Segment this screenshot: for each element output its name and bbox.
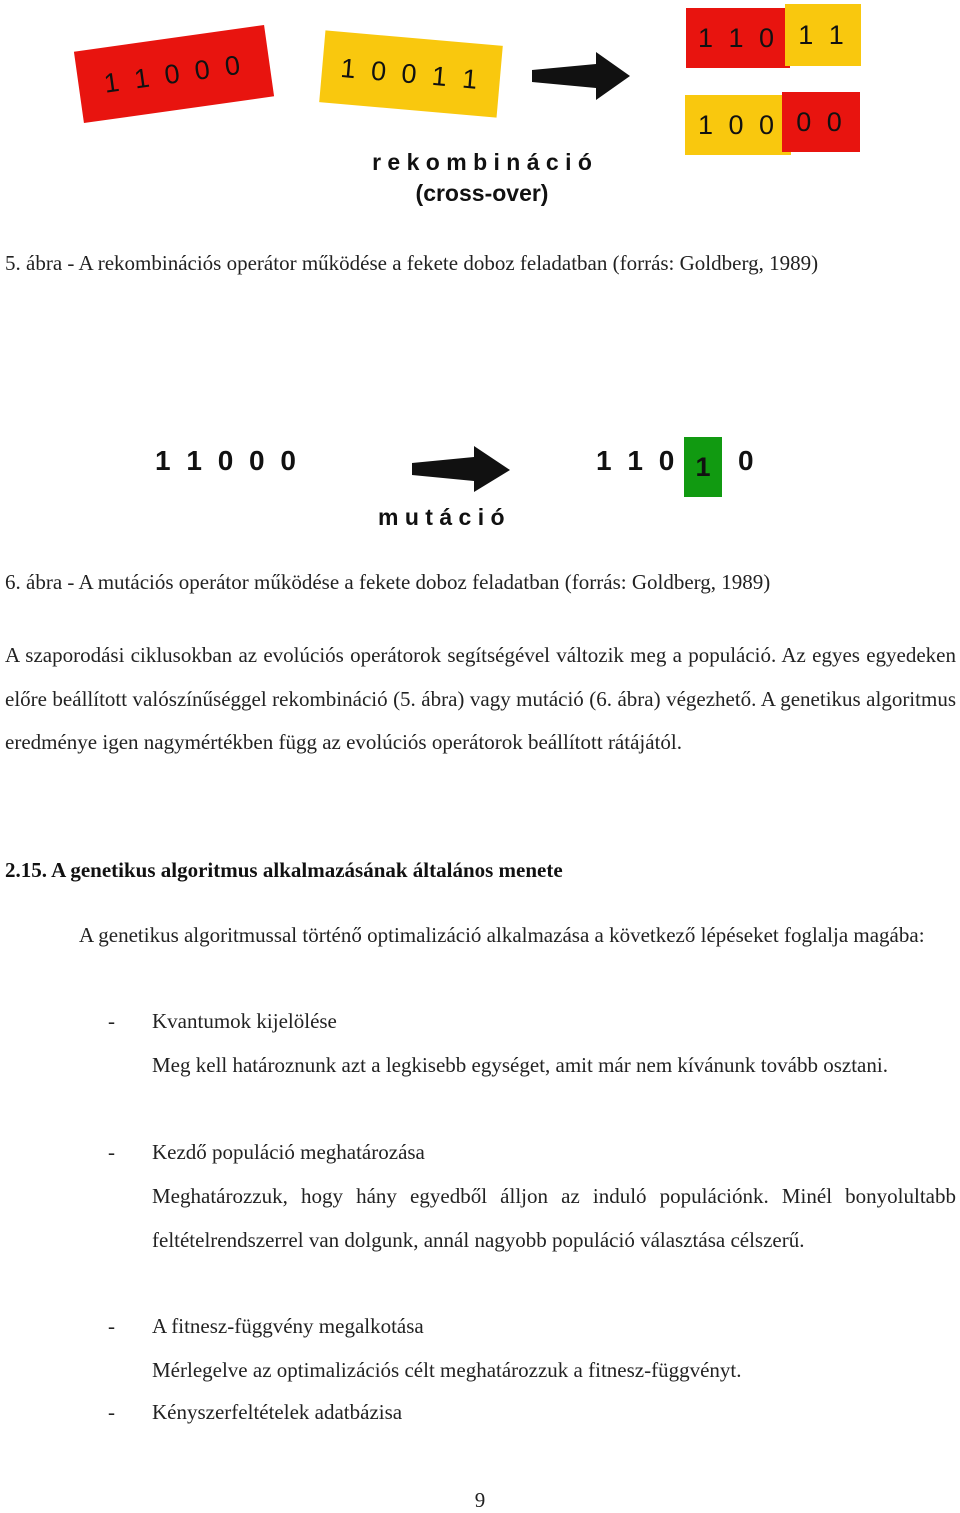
child1-left-segment <box>686 8 790 68</box>
child2-right-bits: 0 0 <box>796 106 846 137</box>
intro-paragraph: A szaporodási ciklusokban az evolúciós operátorok segítségével változik meg a populáció. Az egyes egyedeken előre beállított valószínűséggel rekombináció (5. ábra) vagy mutáció (6. ábra) végezhető. A genetikus algoritmus eredménye igen nagymértékben függ az evolúciós operátorok beállított rátájától. <box>5 643 956 754</box>
step1-desc: Meg kell határoznunk azt a legkisebb egységet, amit már nem kívánunk tovább osztani. <box>152 1053 888 1077</box>
parent2-chromosome <box>319 30 503 117</box>
mutation-arrow-icon <box>412 446 512 494</box>
recombination-label <box>350 147 614 209</box>
parent1-bits: 1 1 0 0 0 <box>101 48 246 99</box>
step1-dash: - <box>108 1009 115 1033</box>
recombination-label-line2: (cross-over) <box>415 180 549 206</box>
step2-title: Kezdő populáció meghatározása <box>152 1140 425 1164</box>
mutated-bit <box>684 437 722 497</box>
child2-right-segment <box>782 92 860 152</box>
mutated-bit-value: 1 <box>695 451 711 482</box>
recombination-label-line1: r e k o m b i n á c i ó <box>372 149 592 175</box>
parent2-bits: 1 0 0 1 1 <box>339 52 483 95</box>
figure5-caption: 5. ábra - A rekombinációs operátor működése a fekete doboz feladatban (forrás: Goldberg, 1989) <box>5 251 819 275</box>
child1-right-segment <box>785 4 861 66</box>
section-intro: A genetikus algoritmussal történő optimalizáció alkalmazása a következő lépéseket foglalja magába: <box>79 923 925 947</box>
child1-right-bits: 1 1 <box>798 19 848 50</box>
step3-dash: - <box>108 1314 115 1338</box>
child2-left-bits: 1 0 0 <box>697 109 779 140</box>
step4-title: Kényszerfeltételek adatbázisa <box>152 1400 403 1424</box>
mutation-after-prefix: 1 1 0 <box>596 445 679 476</box>
child1-left-bits: 1 1 0 <box>697 22 779 53</box>
step2-desc: Meghatározzuk, hogy hány egyedből álljon az induló populációnk. Minél bonyolultabb feltételrendszerrel van dolgunk, annál nagyobb populáció választása célszerű. <box>152 1184 956 1252</box>
step4-dash: - <box>108 1400 115 1424</box>
step2-dash: - <box>108 1140 115 1164</box>
step3-desc: Mérlegelve az optimalizációs célt meghatározzuk a fitnesz-függvényt. <box>152 1358 742 1382</box>
step1-title: Kvantumok kijelölése <box>152 1009 337 1033</box>
step3-title: A fitnesz-függvény megalkotása <box>152 1314 424 1338</box>
figure6-caption: 6. ábra - A mutációs operátor működése a fekete doboz feladatban (forrás: Goldberg, 1989) <box>5 570 771 594</box>
page-number: 9 <box>474 1488 486 1512</box>
mutation-label: m u t á c i ó <box>378 504 505 530</box>
child2-left-segment <box>685 95 791 155</box>
mutation-before-bits: 1 1 0 0 0 <box>155 445 300 476</box>
mutation-after-suffix: 0 <box>738 445 754 476</box>
parent1-chromosome <box>74 25 274 123</box>
section-heading: 2.15. A genetikus algoritmus alkalmazásának általános menete <box>5 858 563 882</box>
recombination-arrow-icon <box>532 52 632 102</box>
